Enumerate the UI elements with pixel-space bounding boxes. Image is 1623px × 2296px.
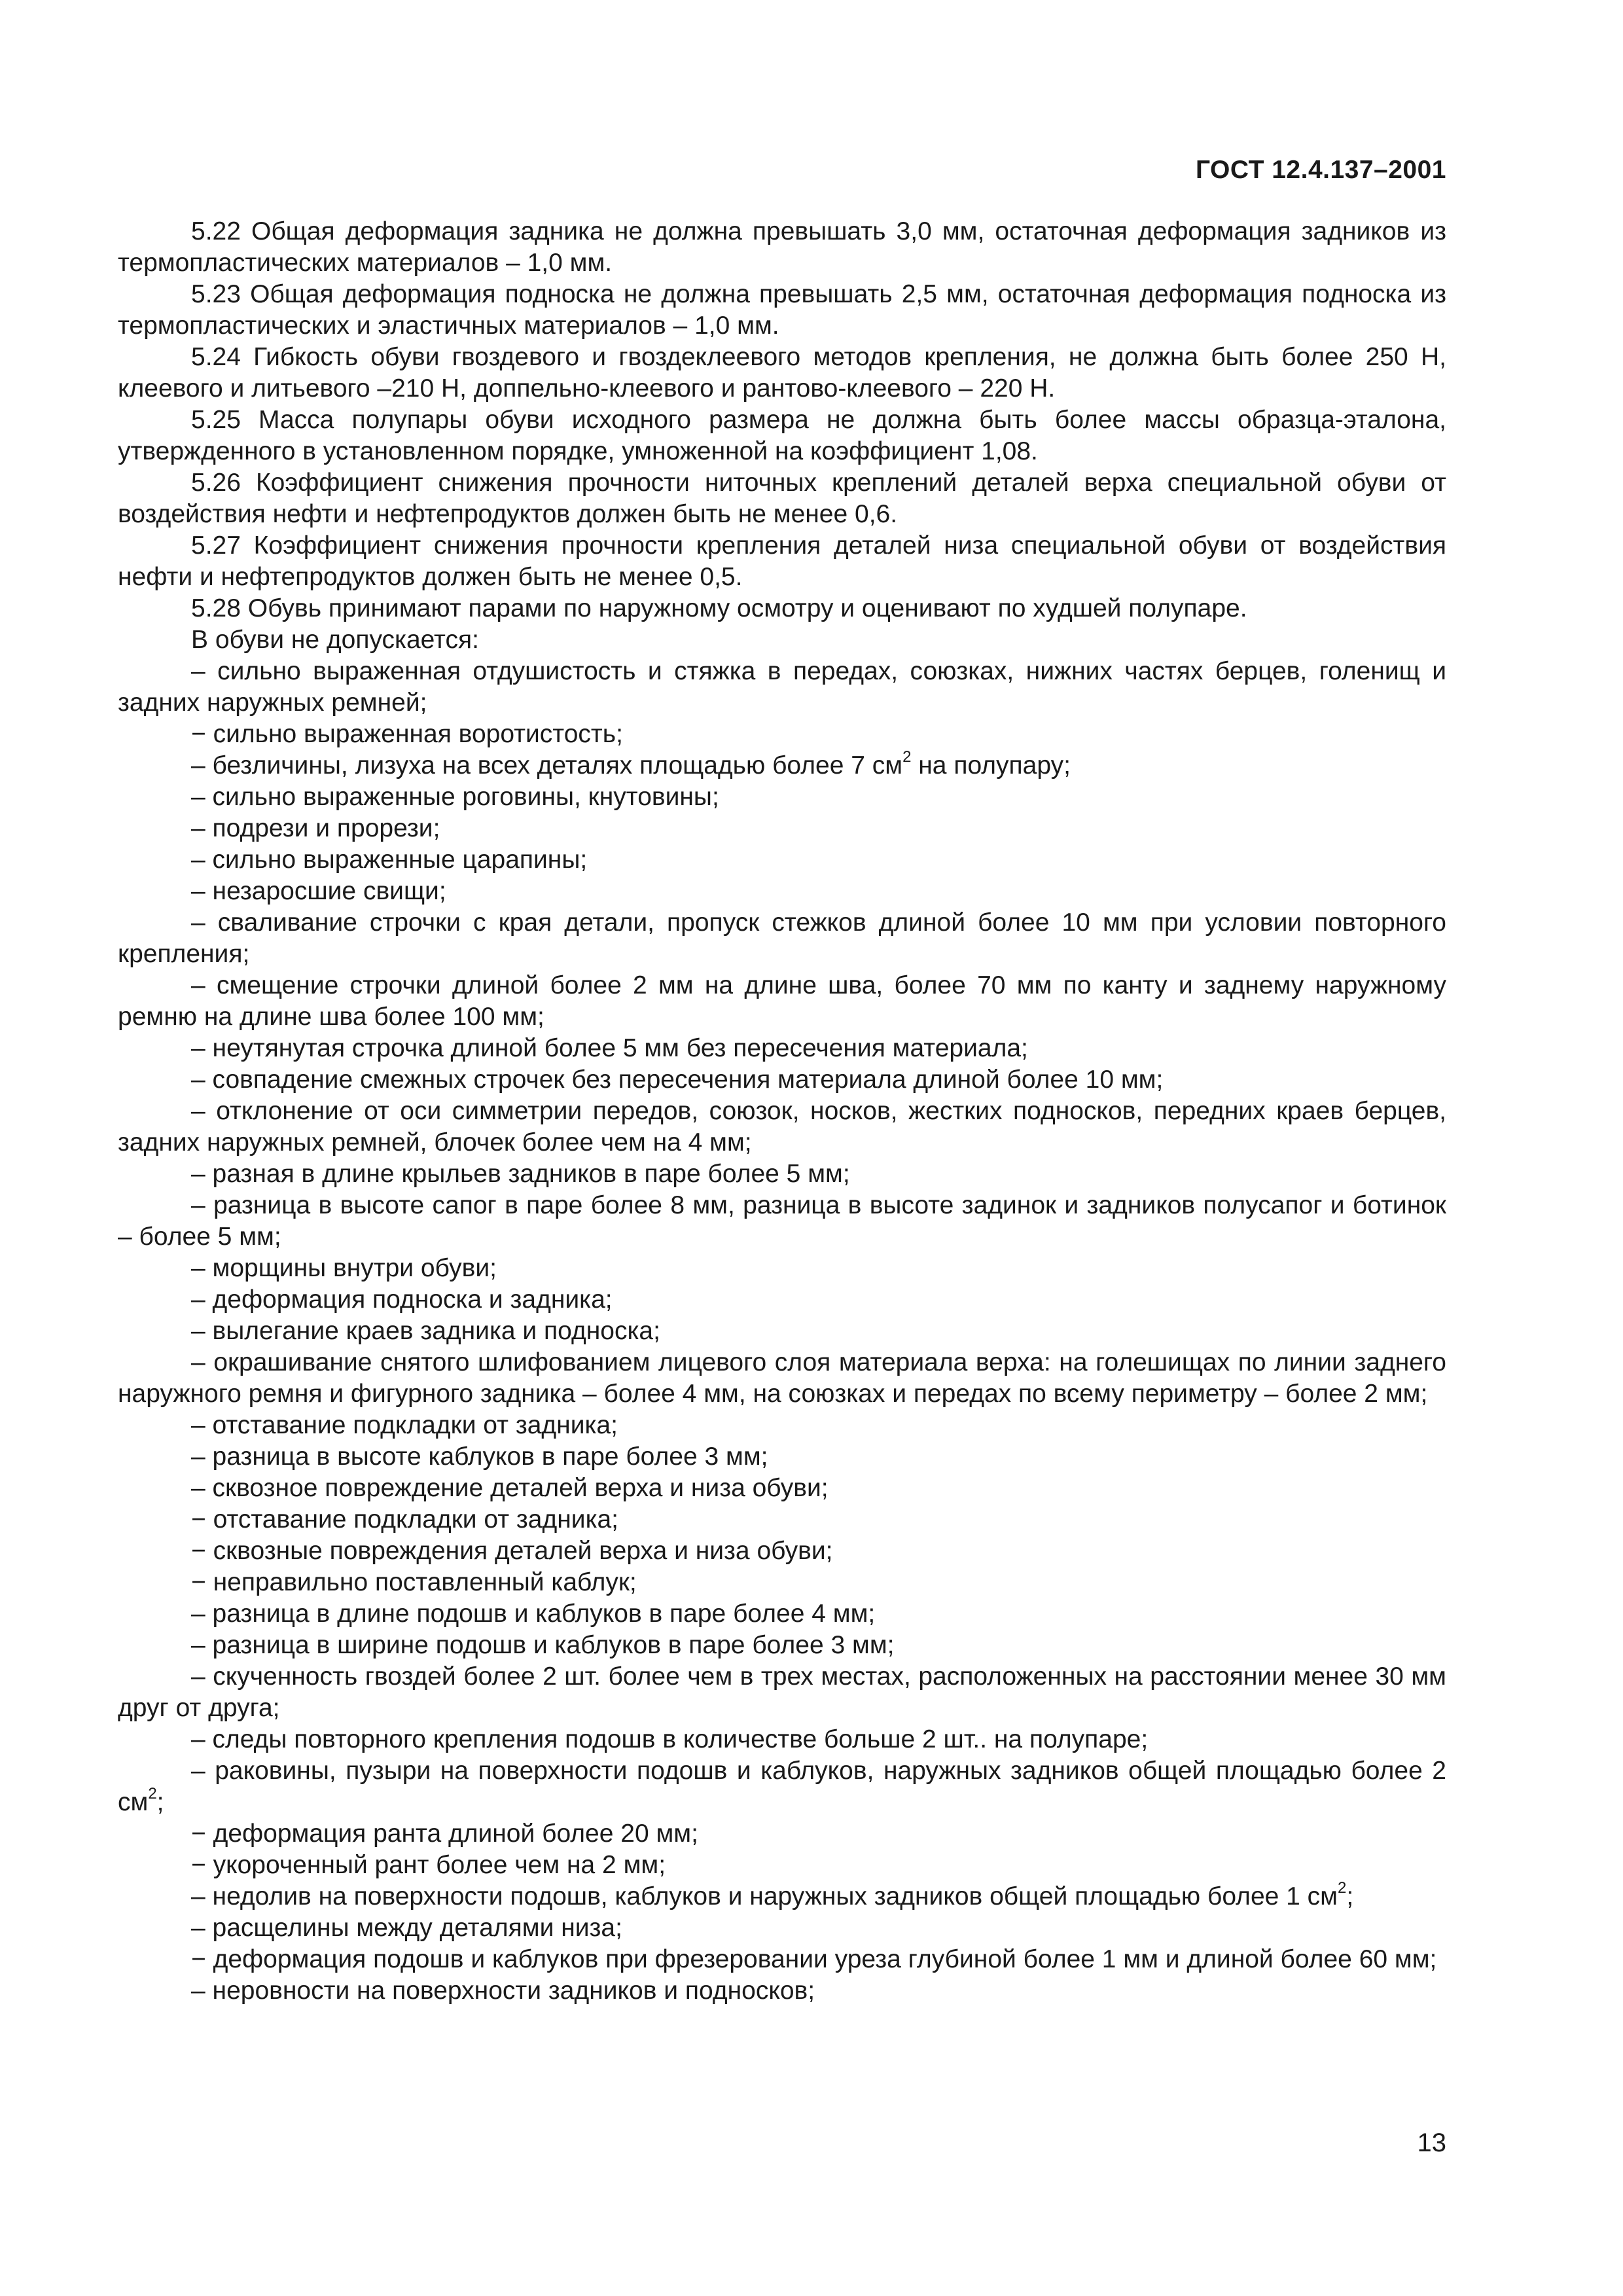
paragraph-text: 5.27 Коэффициент снижения прочности крепления деталей низа специальной обуви от воздействия нефти и нефтепродуктов должен быть не менее 0,5. [118,531,1446,591]
document-body [118,216,1446,2007]
paragraph [118,1033,1446,1064]
paragraph [118,1190,1446,1253]
paragraph-text: − деформация ранта длиной более 20 мм; [191,1820,698,1848]
superscript: 2 [902,748,912,766]
paragraph [118,1064,1446,1096]
paragraph [118,279,1446,342]
paragraph-text: – сваливание строчки с края детали, пропуск стежков длиной более 10 мм при условии повторного крепления; [118,908,1446,968]
paragraph-text: – разная в длине крыльев задников в паре более 5 мм; [191,1160,850,1188]
paragraph [118,1441,1446,1473]
paragraph-text: 5.26 Коэффициент снижения прочности ниточных креплений деталей верха специальной обуви от воздействия нефти и нефтепродуктов должен быть не менее 0,6. [118,469,1446,528]
paragraph [118,216,1446,279]
paragraph-text-tail: ; [156,1788,164,1816]
paragraph-text: − сильно выраженная воротистость; [191,720,623,748]
paragraph-text: – следы повторного крепления подошв в количестве больше 2 шт.. на полупаре; [191,1725,1149,1753]
paragraph-text-tail: на полупару; [911,751,1071,780]
paragraph-text: − укороченный рант более чем на 2 мм; [191,1851,666,1879]
paragraph-text: − сквозные повреждения деталей верха и низа обуви; [191,1537,833,1565]
paragraph-text: – сильно выраженные царапины; [191,846,588,874]
paragraph-text: – незаросшие свищи; [191,877,446,905]
paragraph-text: – морщины внутри обуви; [191,1254,497,1282]
paragraph [118,404,1446,467]
paragraph [118,1850,1446,1881]
paragraph [118,1158,1446,1190]
paragraph-text: – сквозное повреждение деталей верха и низа обуви; [191,1474,829,1502]
paragraph [118,813,1446,844]
paragraph-text: – безличины, лизуха на всех деталях площадью более 7 см [191,751,903,780]
paragraph [118,1567,1446,1598]
superscript: 2 [148,1785,157,1803]
paragraph-text: 5.24 Гибкость обуви гвоздевого и гвоздеклеевого методов крепления, не должна быть более 250 Н, клеевого и литьевого –210 Н, доппельно-клеевого и рантово-клеевого – 220 Н. [118,343,1446,403]
superscript: 2 [1338,1879,1347,1897]
paragraph-text: – неутянутая строчка длиной более 5 мм без пересечения материала; [191,1034,1028,1062]
paragraph [118,719,1446,750]
paragraph-text: – отставание подкладки от задника; [191,1411,618,1439]
paragraph-text-tail: ; [1346,1882,1354,1910]
paragraph-text: – окрашивание снятого шлифованием лицевого слоя материала верха: на голешищах по линии заднего наружного ремня и фигурного задника – более 4 мм, на союзках и передах по всему периметру – более 2 мм; [118,1348,1446,1408]
paragraph [118,1284,1446,1316]
paragraph [118,1818,1446,1850]
paragraph [118,467,1446,530]
paragraph [118,1630,1446,1661]
paragraph-text: – совпадение смежных строчек без пересечения материала длиной более 10 мм; [191,1066,1164,1094]
paragraph [118,1598,1446,1630]
paragraph [118,750,1446,781]
document-header: ГОСТ 12.4.137–2001 [1195,156,1446,184]
paragraph [118,781,1446,813]
paragraph [118,1347,1446,1410]
paragraph [118,1975,1446,2007]
paragraph-text: – отклонение от оси симметрии передов, союзок, носков, жестких подносков, передних краев берцев, задних наружных ремней, блочек более чем на 4 мм; [118,1097,1446,1157]
paragraph [118,593,1446,624]
paragraph-text: – неровности на поверхности задников и подносков; [191,1977,815,2005]
paragraph [118,1755,1446,1818]
paragraph-text: – смещение строчки длиной более 2 мм на длине шва, более 70 мм по канту и заднему наружному ремню на длине шва более 100 мм; [118,971,1446,1031]
paragraph-text: 5.28 Обувь принимают парами по наружному осмотру и оценивают по худшей полупаре. [191,594,1247,622]
paragraph [118,1473,1446,1504]
paragraph-text: – недолив на поверхности подошв, каблуков и наружных задников общей площадью более 1 см [191,1882,1338,1910]
paragraph [118,624,1446,656]
paragraph-text: – сильно выраженная отдушистость и стяжка в передах, союзках, нижних частях берцев, голенищ и задних наружных ремней; [118,657,1446,717]
paragraph [118,1912,1446,1944]
paragraph-text: – расщелины между деталями низа; [191,1914,622,1942]
paragraph-text: – вылегание краев задника и подноска; [191,1317,660,1345]
paragraph [118,970,1446,1033]
paragraph-text: 5.25 Масса полупары обуви исходного размера не должна быть более массы образца-эталона, утвержденного в установленном порядке, умноженной на коэффициент 1,08. [118,406,1446,465]
paragraph-text: – сильно выраженные роговины, кнутовины; [191,783,719,811]
paragraph-text: – разница в высоте каблуков в паре более 3 мм; [191,1443,768,1471]
paragraph-text: − деформация подошв и каблуков при фрезеровании уреза глубиной более 1 мм и длиной более 60 мм; [191,1945,1437,1973]
paragraph [118,1253,1446,1284]
paragraph-text: – скученность гвоздей более 2 шт. более чем в трех местах, расположенных на расстоянии менее 30 мм друг от друга; [118,1662,1446,1722]
paragraph-text: − неправильно поставленный каблук; [191,1568,637,1596]
paragraph [118,907,1446,970]
paragraph-text: − отставание подкладки от задника; [191,1505,619,1534]
paragraph-text: – раковины, пузыри на поверхности подошв и каблуков, наружных задников общей площадью более 2 см [118,1757,1446,1816]
paragraph [118,844,1446,876]
paragraph [118,1661,1446,1724]
paragraph-text: – разница в высоте сапог в паре более 8 мм, разница в высоте задинок и задников полусапог и ботинок – более 5 мм; [118,1191,1446,1251]
paragraph-text: 5.22 Общая деформация задника не должна превышать 3,0 мм, остаточная деформация задников из термопластических материалов – 1,0 мм. [118,217,1446,277]
paragraph [118,1096,1446,1158]
paragraph [118,1881,1446,1912]
paragraph-text: – разница в длине подошв и каблуков в паре более 4 мм; [191,1600,876,1628]
paragraph [118,1944,1446,1975]
page-number: 13 [1417,2128,1446,2157]
paragraph [118,1724,1446,1755]
paragraph-text: – подрези и прорези; [191,814,440,842]
paragraph [118,656,1446,719]
paragraph [118,876,1446,907]
paragraph [118,1535,1446,1567]
paragraph [118,530,1446,593]
paragraph [118,342,1446,404]
paragraph-text: – разница в ширине подошв и каблуков в паре более 3 мм; [191,1631,895,1659]
paragraph [118,1410,1446,1441]
paragraph [118,1504,1446,1535]
paragraph-text: 5.23 Общая деформация подноска не должна превышать 2,5 мм, остаточная деформация подноска из термопластических и эластичных материалов – 1,0 мм. [118,280,1446,340]
paragraph-text: – деформация подноска и задника; [191,1285,613,1314]
paragraph-text: В обуви не допускается: [191,626,479,654]
paragraph [118,1316,1446,1347]
